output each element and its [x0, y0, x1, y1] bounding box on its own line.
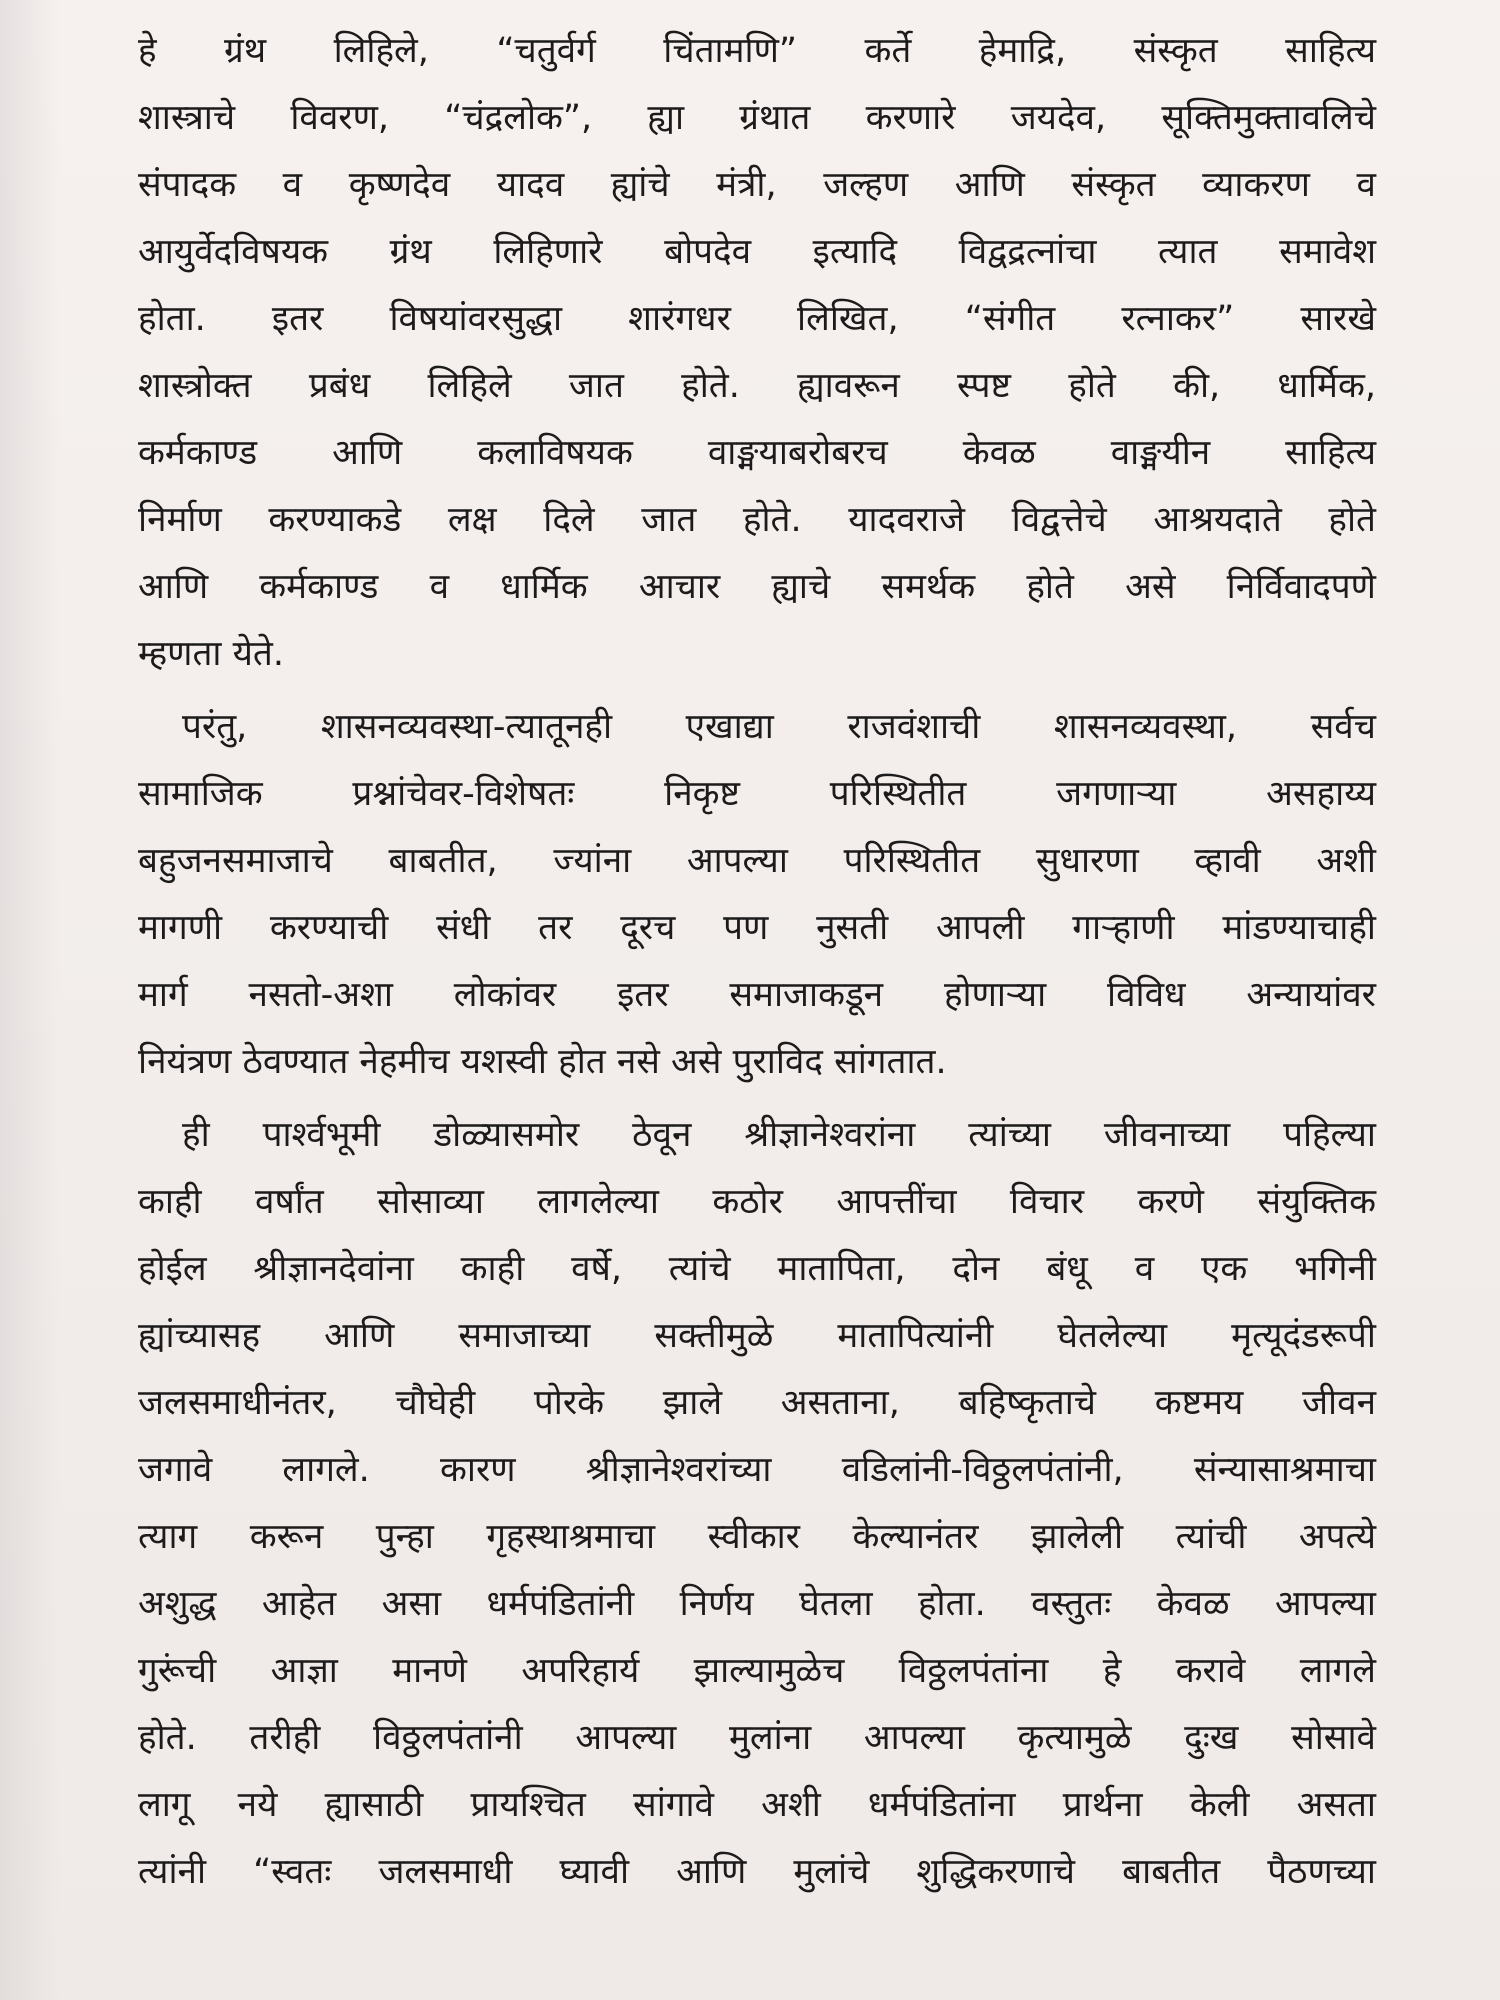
- text-line: सामाजिक प्रश्नांचेवर-विशेषतः निकृष्ट परिस्थितीत जगणाऱ्या असहाय्य: [138, 774, 1376, 814]
- text-line: बहुजनसमाजाचे बाबतीत, ज्यांना आपल्या परिस्थितीत सुधारणा व्हावी अशी: [138, 841, 1376, 881]
- text-line: काही वर्षांत सोसाव्या लागलेल्या कठोर आपत्तींचा विचार करणे संयुक्तिक: [138, 1182, 1376, 1222]
- text-line: संपादक व कृष्णदेव यादव ह्यांचे मंत्री, जल्हण आणि संस्कृत व्याकरण व: [138, 165, 1376, 205]
- text-line: नियंत्रण ठेवण्यात नेहमीच यशस्वी होत नसे असे पुराविद सांगतात.: [138, 1042, 947, 1082]
- text-line: शास्त्राचे विवरण, “चंद्रलोक”, ह्या ग्रंथात करणारे जयदेव, सूक्तिमुक्तावलिचे: [138, 98, 1376, 138]
- text-line: जलसमाधीनंतर, चौघेही पोरके झाले असताना, बहिष्कृताचे कष्टमय जीवन: [138, 1383, 1376, 1423]
- text-line: आयुर्वेदविषयक ग्रंथ लिहिणारे बोपदेव इत्यादि विद्वद्रत्नांचा त्यात समावेश: [138, 232, 1376, 272]
- paragraph-3: [138, 1102, 1376, 1906]
- text-line: लागू नये ह्यासाठी प्रायश्चित सांगावे अशी धर्मपंडितांना प्रार्थना केली असता: [138, 1785, 1376, 1825]
- text-line: मार्ग नसतो-अशा लोकांवर इतर समाजाकडून होणाऱ्या विविध अन्यायांवर: [138, 975, 1376, 1015]
- paragraph-1: [138, 18, 1376, 688]
- text-line: ही पार्श्वभूमी डोळ्यासमोर ठेवून श्रीज्ञानेश्वरांना त्यांच्या जीवनाच्या पहिल्या: [182, 1115, 1376, 1155]
- text-line: होता. इतर विषयांवरसुद्धा शारंगधर लिखित, “संगीत रत्नाकर” सारखे: [138, 299, 1376, 339]
- text-line: जगावे लागले. कारण श्रीज्ञानेश्वरांच्या वडिलांनी-विठ्ठलपंतांनी, संन्यासाश्रमाचा: [138, 1450, 1376, 1490]
- page-body-text: [138, 18, 1376, 1906]
- text-line: त्यांनी “स्वतः जलसमाधी घ्यावी आणि मुलांचे शुद्धिकरणाचे बाबतीत पैठणच्या: [138, 1852, 1376, 1892]
- text-line: म्हणता येते.: [138, 634, 284, 674]
- text-line: निर्माण करण्याकडे लक्ष दिले जात होते. यादवराजे विद्वत्तेचे आश्रयदाते होते: [138, 500, 1376, 540]
- text-line: होईल श्रीज्ञानदेवांना काही वर्षे, त्यांचे मातापिता, दोन बंधू व एक भगिनी: [138, 1249, 1376, 1289]
- text-line: होते. तरीही विठ्ठलपंतांनी आपल्या मुलांना आपल्या कृत्यामुळे दुःख सोसावे: [138, 1718, 1376, 1758]
- paragraph-2: [138, 694, 1376, 1096]
- text-line: ह्यांच्यासह आणि समाजाच्या सक्तीमुळे मातापित्यांनी घेतलेल्या मृत्यूदंडरूपी: [138, 1316, 1376, 1356]
- text-line: शास्त्रोक्त प्रबंध लिहिले जात होते. ह्यावरून स्पष्ट होते की, धार्मिक,: [138, 366, 1376, 406]
- text-line: त्याग करून पुन्हा गृहस्थाश्रमाचा स्वीकार केल्यानंतर झालेली त्यांची अपत्ये: [138, 1517, 1376, 1557]
- text-line: हे ग्रंथ लिहिले, “चतुर्वर्ग चिंतामणि” कर्ते हेमाद्रि, संस्कृत साहित्य: [138, 31, 1376, 71]
- text-line: परंतु, शासनव्यवस्था-त्यातूनही एखाद्या राजवंशाची शासनव्यवस्था, सर्वच: [182, 707, 1376, 747]
- text-line: आणि कर्मकाण्ड व धार्मिक आचार ह्याचे समर्थक होते असे निर्विवादपणे: [138, 567, 1376, 607]
- text-line: मागणी करण्याची संधी तर दूरच पण नुसती आपली गाऱ्हाणी मांडण्याचाही: [138, 908, 1376, 948]
- page-edge-shadow: [0, 0, 60, 2000]
- text-line: गुरूंची आज्ञा मानणे अपरिहार्य झाल्यामुळेच विठ्ठलपंतांना हे करावे लागले: [138, 1651, 1376, 1691]
- text-line: अशुद्ध आहेत असा धर्मपंडितांनी निर्णय घेतला होता. वस्तुतः केवळ आपल्या: [138, 1584, 1376, 1624]
- text-line: कर्मकाण्ड आणि कलाविषयक वाङ्मयाबरोबरच केवळ वाङ्मयीन साहित्य: [138, 433, 1376, 473]
